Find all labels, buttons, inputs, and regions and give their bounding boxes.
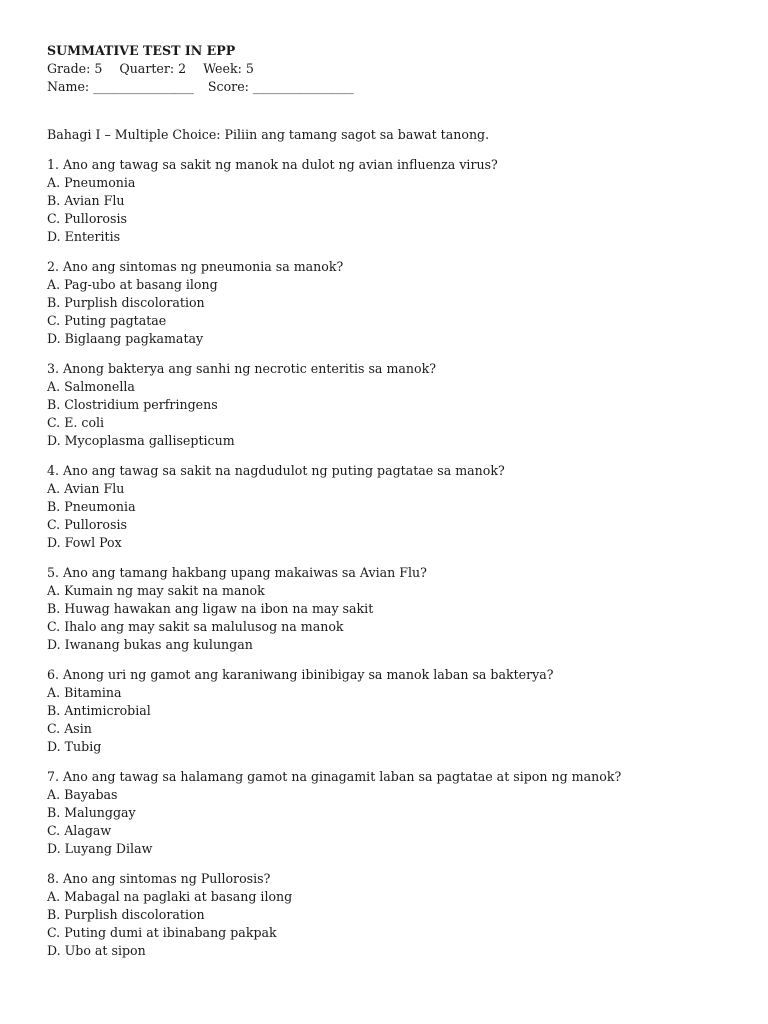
question-stem: 6. Anong uri ng gamot ang karaniwang ibinibigay sa manok laban sa bakterya? (47, 667, 554, 682)
answer-option: C. Puting dumi at ibinabang pakpak (47, 925, 277, 940)
score-field: Score: ________________ (207, 79, 354, 94)
answer-option: C. Puting pagtatae (47, 313, 167, 328)
question-stem: 3. Anong bakterya ang sanhi ng necrotic enteritis sa manok? (47, 361, 436, 376)
answer-option: A. Pag-ubo at basang ilong (47, 277, 218, 292)
answer-option: D. Iwanang bukas ang kulungan (47, 637, 253, 652)
week-label: Week: 5 (203, 61, 254, 76)
question-stem: 7. Ano ang tawag sa halamang gamot na ginagamit laban sa pagtatae at sipon ng manok? (47, 769, 622, 784)
question-list (47, 156, 728, 960)
question-stem: 2. Ano ang sintomas ng pneumonia sa manok? (47, 259, 344, 274)
answer-option: B. Antimicrobial (47, 703, 151, 718)
answer-option: A. Bitamina (47, 685, 122, 700)
answer-option: C. Pullorosis (47, 517, 127, 532)
answer-option: A. Mabagal na paglaki at basang ilong (47, 889, 293, 904)
question-stem: 8. Ano ang sintomas ng Pullorosis? (47, 871, 271, 886)
answer-option: B. Avian Flu (47, 193, 125, 208)
answer-option: C. E. coli (47, 415, 105, 430)
name-field: Name: ________________ (47, 79, 194, 94)
answer-option: D. Fowl Pox (47, 535, 122, 550)
answer-option: B. Malunggay (47, 805, 136, 820)
answer-option: B. Pneumonia (47, 499, 136, 514)
answer-option: B. Purplish discoloration (47, 295, 205, 310)
question-6 (47, 666, 728, 756)
quarter-label: Quarter: 2 (119, 61, 187, 76)
answer-option: A. Kumain ng may sakit na manok (47, 583, 265, 598)
answer-option: A. Avian Flu (47, 481, 125, 496)
answer-option: D. Enteritis (47, 229, 121, 244)
instructions: Bahagi I – Multiple Choice: Piliin ang tamang sagot sa bawat tanong. (47, 127, 490, 142)
question-4 (47, 462, 728, 552)
answer-option: A. Salmonella (47, 379, 135, 394)
answer-option: D. Mycoplasma gallisepticum (47, 433, 235, 448)
answer-option: A. Pneumonia (47, 175, 136, 190)
answer-option: C. Pullorosis (47, 211, 127, 226)
grade-quarter-week-line (47, 60, 728, 78)
answer-option: B. Purplish discoloration (47, 907, 205, 922)
answer-option: B. Clostridium perfringens (47, 397, 218, 412)
name-score-line (47, 78, 728, 96)
answer-option: B. Huwag hawakan ang ligaw na ibon na may sakit (47, 601, 374, 616)
question-stem: 5. Ano ang tamang hakbang upang makaiwas sa Avian Flu? (47, 565, 427, 580)
answer-option: C. Ihalo ang may sakit sa malulusog na manok (47, 619, 344, 634)
question-2 (47, 258, 728, 348)
grade-label: Grade: 5 (47, 61, 103, 76)
question-5 (47, 564, 728, 654)
answer-option: D. Ubo at sipon (47, 943, 146, 958)
answer-option: A. Bayabas (47, 787, 118, 802)
answer-option: D. Biglaang pagkamatay (47, 331, 204, 346)
question-stem: 4. Ano ang tawag sa sakit na nagdudulot ng puting pagtatae sa manok? (47, 463, 505, 478)
answer-option: C. Alagaw (47, 823, 112, 838)
answer-option: D. Tubig (47, 739, 102, 754)
answer-option: C. Asin (47, 721, 92, 736)
question-3 (47, 360, 728, 450)
answer-option: D. Luyang Dilaw (47, 841, 153, 856)
question-7 (47, 768, 728, 858)
question-1 (47, 156, 728, 246)
question-8 (47, 870, 728, 960)
test-title: SUMMATIVE TEST IN EPP (47, 43, 236, 58)
question-stem: 1. Ano ang tawag sa sakit ng manok na dulot ng avian influenza virus? (47, 157, 498, 172)
